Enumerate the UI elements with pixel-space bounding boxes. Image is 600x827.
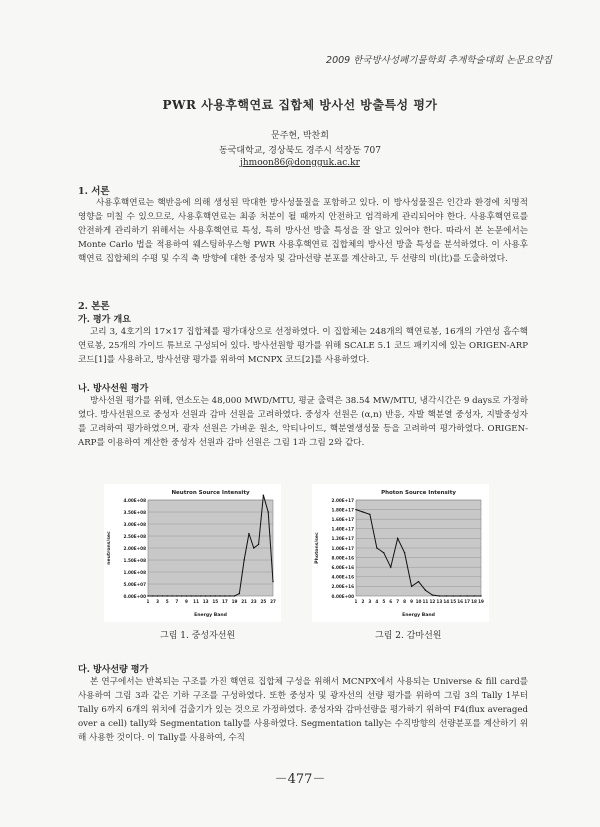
section-2a-heading: 가. 평가 개요 — [78, 315, 131, 325]
data-point — [473, 595, 474, 596]
figure-2-caption: 그림 2. 감마선원 — [375, 631, 442, 641]
data-point — [397, 538, 398, 539]
x-tick-label: 11 — [193, 599, 199, 604]
data-point — [466, 595, 467, 596]
x-tick-label: 17 — [222, 599, 228, 604]
x-tick-label: 7 — [396, 599, 400, 604]
data-point — [152, 595, 153, 596]
x-tick-label: 19 — [231, 599, 238, 604]
y-tick-label: 5.00E+07 — [123, 581, 146, 587]
data-point — [205, 595, 206, 596]
y-tick-label: 3.50E+08 — [123, 509, 146, 515]
y-axis-label: Photons/sec — [315, 532, 320, 564]
section-1-text — [78, 196, 528, 266]
data-point — [210, 595, 211, 596]
section-2c-heading: 다. 방사선량 평가 — [78, 665, 149, 675]
data-point — [234, 595, 235, 596]
section-2b-paragraph: 방사선원 평가를 위해, 연소도는 48,000 MWD/MTU, 평균 출력은 38.54 MW/MTU, 냉각시간은 9 days로 가정하였다. 방사선원으로 중성자 선원과 감마 선원을 고려하였다. 중성자 선원은 (α,n) 반응, 자발 핵분열 중성자, 지발중성자를 고려하여 평가하였으며, 광자 선원은 가벼운 원소, 악티나이드, 핵분열생성물 등을 고려하여 평가하였다. ORIGEN-ARP를 이용하여 계산한 중성자 선원과 감마 선원은 그림 1과 그림 2와 같다. — [78, 396, 528, 448]
section-2c-paragraph: 본 연구에서는 반복되는 구조를 가진 핵연료 집합체 구성을 위해서 MCNPX에서 사용되는 Universe & fill card를 사용하여 그림 3과 같은 기하 구조를 구성하였다. 또한 중성자 및 광자선의 선량 평가를 위하여 그림 3의 Tally 1부터 Tally 6까지 6개의 위치에 검출기가 있는 것으로 가정하였다. 중성자와 감마선량을 평가하기 위하여 F4(flux averaged over a cell) tally와 Segmentation tally를 사용하였다. Segmentation tally는 수직방향의 선량분포를 계산하기 위해 사용한 것이다. 이 Tally를 사용하여, 수직 — [78, 677, 528, 743]
data-point — [243, 559, 244, 560]
y-tick-label: 0.00E+00 — [331, 593, 354, 599]
affiliation: 동국대학교, 경상북도 경주시 석장동 707 — [219, 146, 381, 156]
section-2-heading: 2. 본론 — [78, 301, 110, 312]
y-tick-label: 1.80E+17 — [331, 507, 354, 513]
x-tick-label: 15 — [450, 599, 457, 604]
y-tick-label: 1.40E+17 — [331, 526, 354, 532]
data-point — [355, 509, 356, 510]
y-tick-label: 4.00E+08 — [123, 497, 146, 503]
data-point — [267, 511, 268, 512]
y-tick-label: 4.00E+16 — [331, 574, 354, 580]
data-point — [200, 595, 201, 596]
data-point — [162, 595, 163, 596]
y-tick-label: 2.00E+17 — [331, 497, 354, 503]
x-tick-label: 5 — [165, 599, 169, 604]
data-point — [167, 595, 168, 596]
y-tick-label: 1.00E+17 — [331, 545, 354, 551]
y-tick-label: 1.00E+08 — [123, 569, 146, 575]
x-tick-label: 2 — [361, 599, 365, 604]
x-axis-label: Energy Band — [194, 613, 227, 618]
section-2a-paragraph: 고리 3, 4호기의 17×17 집합체를 평가대상으로 선정하였다. 이 집합체는 248개의 핵연료봉, 16개의 가연성 흡수핵연료봉, 25개의 가이드 튜브로 구성되어 있다. 방사선원항 평가를 위해 SCALE 5.1 코드 패키지에 있는 ORIGEN-ARP 코드[1]를 사용하고, 방사선량 평가를 위하여 MCNPX 코드[2]를 사용하였다. — [78, 327, 528, 365]
data-point — [258, 544, 259, 545]
section-2b-heading: 나. 방사선원 평가 — [78, 384, 149, 394]
paper-title: PWR 사용후핵연료 집합체 방사선 방출특성 평가 — [162, 98, 438, 112]
data-point — [480, 595, 481, 596]
data-point — [369, 514, 370, 515]
x-tick-label: 3 — [368, 599, 372, 604]
x-tick-label: 11 — [422, 599, 429, 604]
data-point — [411, 586, 412, 587]
x-tick-label: 9 — [410, 599, 414, 604]
data-point — [362, 511, 363, 512]
figure-1-caption: 그림 1. 중성자선원 — [160, 631, 236, 641]
y-tick-label: 8.00E+16 — [331, 555, 354, 561]
x-tick-label: 3 — [156, 599, 160, 604]
data-point — [229, 595, 230, 596]
data-point — [215, 595, 216, 596]
data-point — [390, 567, 391, 568]
x-tick-label: 19 — [478, 599, 484, 604]
data-point — [181, 595, 182, 596]
x-tick-label: 17 — [464, 599, 471, 604]
data-point — [418, 581, 419, 582]
data-point — [439, 595, 440, 596]
data-point — [239, 593, 240, 594]
x-tick-label: 13 — [436, 599, 443, 604]
section-1-heading: 1. 서론 — [78, 186, 110, 197]
data-point — [383, 552, 384, 553]
y-tick-label: 2.00E+08 — [123, 545, 146, 551]
x-tick-label: 13 — [202, 599, 209, 604]
data-point — [376, 547, 377, 548]
data-point — [263, 495, 264, 496]
x-tick-label: 12 — [429, 599, 436, 604]
x-tick-label: 9 — [185, 599, 188, 604]
x-tick-label: 10 — [415, 599, 422, 604]
y-tick-label: 1.20E+17 — [331, 536, 354, 542]
data-point — [272, 581, 273, 582]
section-2a-text — [78, 325, 528, 367]
section-1-paragraph: 사용후핵연료는 핵반응에 의해 생성된 막대한 방사성물질을 포함하고 있다. 이 방사성물질은 인간과 환경에 치명적 영향을 미칠 수 있으므로, 사용후핵연료는 최종 처분이 될 때까지 안전하고 엄격하게 관리되어야 한다. 사용후핵연료를 안전하게 관리하기 위해서는 사용후핵연료 특성, 특히 방사선 방출 특성을 잘 알고 있어야 한다. 따라서 본 논문에서는 Monte Carlo 법을 적용하여 웨스팅하우스형 PWR 사용후핵연료 집합체의 방사선 방출 특성을 분석하였다. 이 사용후핵연료 집합체의 수평 및 수직 축 방향에 대한 중성자 및 감마선량 분포를 계산하고, 두 선량의 비(比)를 도출하였다. — [78, 198, 528, 264]
x-tick-label: 27 — [270, 599, 276, 604]
y-tick-label: 6.00E+16 — [331, 565, 354, 570]
x-tick-label: 7 — [175, 599, 179, 604]
data-point — [248, 533, 249, 534]
x-tick-label: 16 — [457, 599, 464, 604]
x-tick-label: 25 — [260, 599, 267, 604]
x-axis-label: Energy Band — [402, 613, 435, 618]
x-tick-label: 4 — [375, 599, 379, 604]
x-tick-label: 14 — [443, 599, 450, 604]
data-point — [253, 547, 254, 548]
data-point — [432, 594, 433, 595]
y-tick-label: 1.60E+17 — [331, 517, 354, 522]
data-point — [219, 595, 220, 596]
y-axis-label: neutrons/sec — [107, 531, 112, 565]
neutron-source-chart — [104, 484, 281, 622]
data-point — [453, 595, 454, 596]
data-point — [176, 595, 177, 596]
y-tick-label: 0.00E+00 — [123, 593, 146, 599]
data-point — [157, 595, 158, 596]
email-link[interactable]: jhmoon86@dongguk.ac.kr — [240, 158, 360, 168]
data-point — [191, 595, 192, 596]
data-point — [195, 595, 196, 596]
data-point — [147, 595, 148, 596]
x-tick-label: 18 — [471, 599, 477, 604]
x-tick-label: 23 — [250, 599, 257, 604]
section-2c-text — [78, 675, 528, 745]
x-tick-label: 8 — [403, 599, 407, 604]
data-point — [459, 595, 460, 596]
x-tick-label: 15 — [212, 599, 219, 604]
x-tick-label: 21 — [241, 599, 248, 604]
chart-title: Neutron Source Intensity — [171, 490, 250, 496]
conference-header: 2009 한국방사성폐기물학회 추계학술대회 논문요약집 — [326, 55, 552, 66]
y-tick-label: 1.50E+08 — [123, 557, 146, 563]
photon-source-chart — [312, 484, 489, 622]
x-tick-label: 6 — [389, 599, 393, 604]
x-tick-label: 1 — [354, 599, 358, 604]
page-number: －477－ — [274, 772, 326, 787]
data-point — [171, 595, 172, 596]
y-tick-label: 2.50E+08 — [123, 533, 146, 539]
y-tick-label: 2.00E+16 — [331, 584, 354, 590]
x-tick-label: 1 — [146, 599, 150, 604]
data-point — [446, 595, 447, 596]
data-point — [224, 595, 225, 596]
section-2b-text — [78, 394, 528, 450]
data-point — [186, 595, 187, 596]
y-tick-label: 3.00E+08 — [123, 521, 146, 527]
data-point — [404, 552, 405, 553]
authors: 문주현, 박찬희 — [271, 131, 329, 141]
chart-title: Photon Source Intensity — [381, 490, 456, 496]
data-point — [425, 590, 426, 591]
x-tick-label: 5 — [382, 599, 386, 604]
